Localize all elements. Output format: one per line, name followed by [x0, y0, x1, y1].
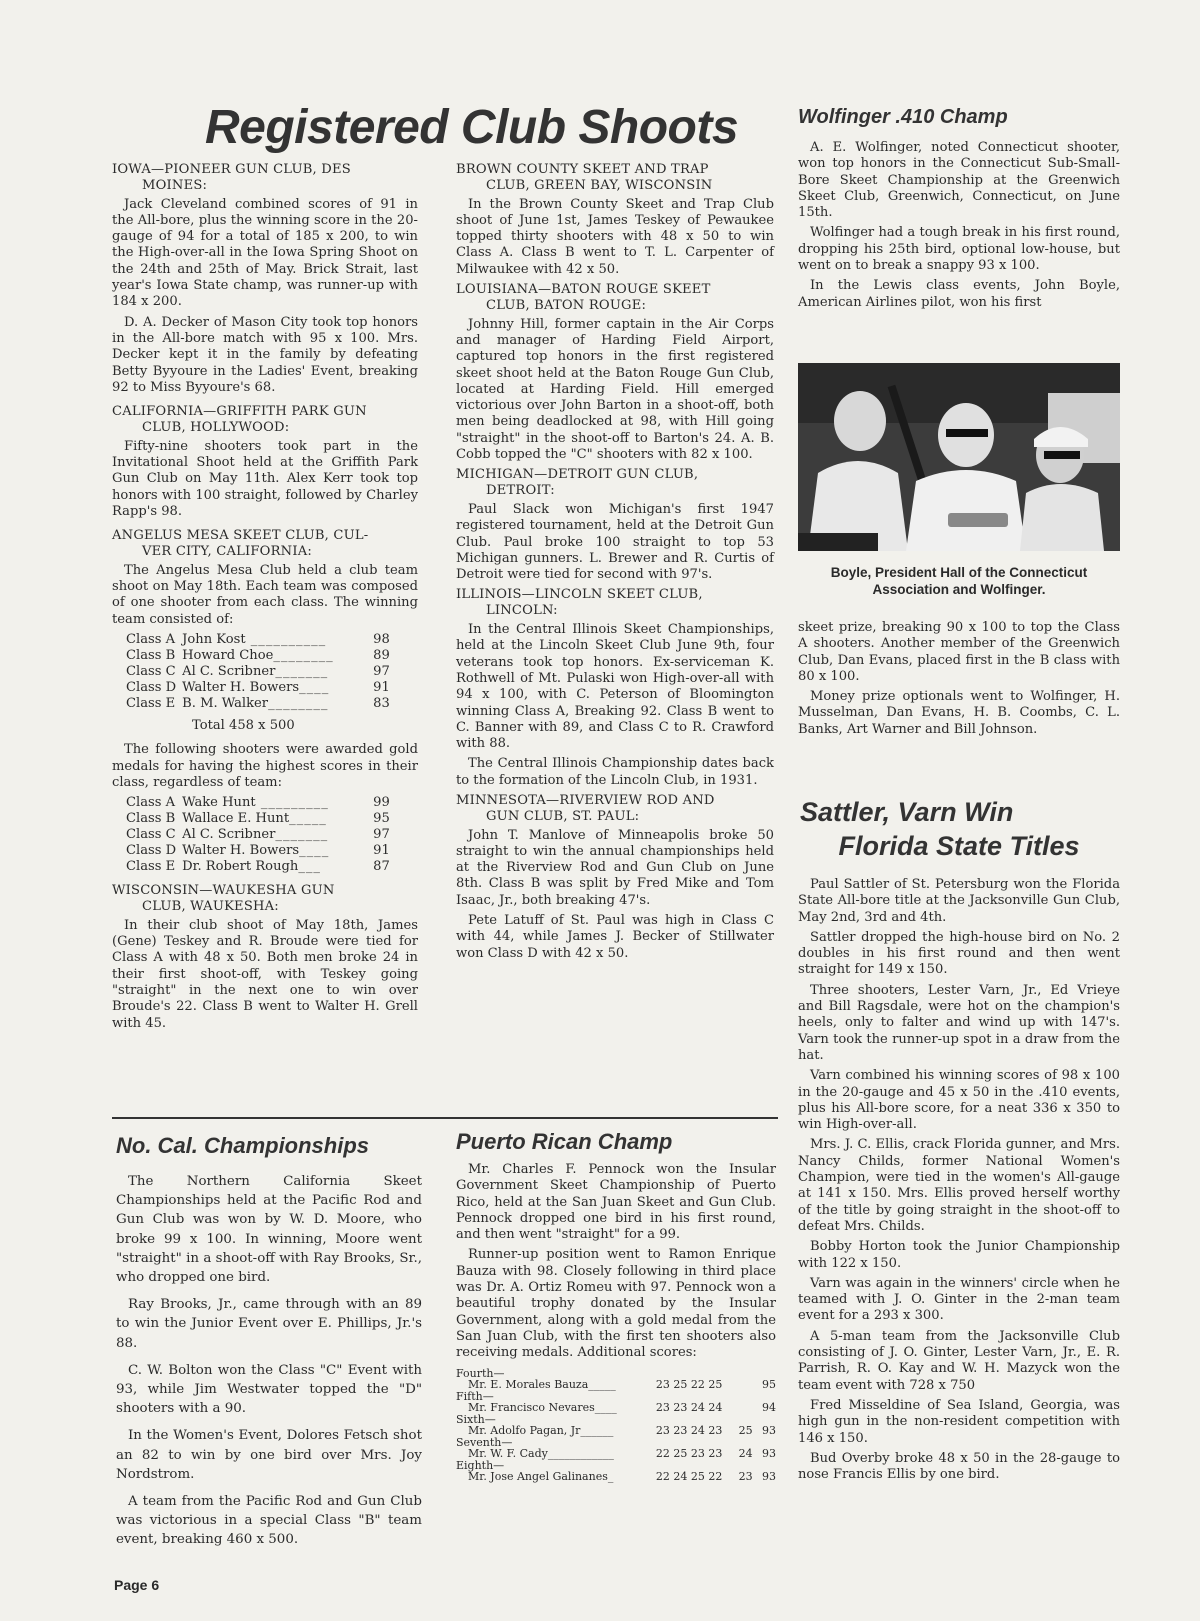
- minnesota-heading: [456, 793, 774, 825]
- sattler-paragraph-8: A 5-man team from the Jacksonville Club consisting of J. O. Ginter, Lester Varn, Jr., E. R. Parrish, R. O. Kay and W. H. Mazyck won the team event with 728 x 750: [798, 1328, 1120, 1393]
- score-total: 93: [762, 1470, 776, 1484]
- medal-row: [126, 843, 396, 859]
- medal-row: [126, 811, 396, 827]
- class-label: Class D: [126, 680, 177, 696]
- shooter-name: [182, 680, 373, 696]
- shooter-name-text: B. M. Walker: [182, 696, 269, 712]
- wolfinger-section: [798, 104, 1120, 315]
- score-place: Fifth—: [456, 1389, 494, 1403]
- sattler-paragraph-5: Mrs. J. C. Ellis, crack Florida gunner, and Mrs. Nancy Childs, former National Women's Champion, were tied in the women's All-gauge at 141 x 150. Mrs. Ellis proved herself worthy of the title by going straight in the shoot-off to defeat Mrs. Childs.: [798, 1137, 1120, 1234]
- wolfinger-continued: [798, 620, 1120, 742]
- leader-dots: __________: [245, 632, 327, 648]
- leader-dots: ____: [299, 843, 330, 859]
- leader-dots: _________: [255, 795, 329, 811]
- california-heading-line2: CLUB, HOLLYWOOD:: [142, 419, 290, 435]
- shooter-score: 91: [373, 843, 390, 859]
- iowa-paragraph-1: Jack Cleveland combined scores of 91 in the All-bore, plus the winning score in the 20-gauge of 94 for a total of 185 x 200, to win the High-over-all in the Iowa Spring Shoot on the 24th and 25th of May. Brick Strait, last year's Iowa State champ, was runner-up with 184 x 200.: [112, 196, 418, 310]
- wisconsin-paragraph-1: In their club shoot of May 18th, James (Gene) Teskey and R. Broude were tied for Class A with 48 x 50. Both men broke 24 in their first shoot-off, with Teskey going "straight" in the next one to win over Broude's 22. Class B went to Walter H. Grell with 45.: [112, 917, 418, 1031]
- score-extra: 24: [738, 1447, 753, 1461]
- leader-dots: ___: [298, 859, 321, 875]
- angelus-heading: [112, 528, 418, 560]
- class-label: Class E: [126, 696, 176, 712]
- class-label: Class C: [126, 664, 176, 680]
- medal-row: [126, 859, 396, 875]
- shooter-name: [182, 632, 373, 648]
- score-name: Mr. Francisco Nevares____: [468, 1401, 617, 1415]
- class-label: Class C: [126, 827, 176, 843]
- shooter-name-text: Al C. Scribner: [182, 664, 276, 680]
- score-extra: 23: [738, 1470, 753, 1484]
- shooter-name: [182, 843, 373, 859]
- class-label: Class B: [126, 648, 176, 664]
- angelus-heading-line1: ANGELUS MESA SKEET CLUB, CUL-: [112, 528, 369, 544]
- louisiana-heading: [456, 282, 774, 314]
- sattler-title: [798, 795, 1120, 863]
- score-rounds: 23 25 22 25: [655, 1378, 723, 1392]
- nocal-paragraph-1: The Northern California Skeet Championships held at the Pacific Rod and Gun Club was won by W. D. Moore, who broke 99 x 100. In winning, Moore went "straight" in a shoot-off with Ray Brooks, Sr., who dropped one bird.: [116, 1174, 422, 1286]
- shooter-name: [182, 811, 373, 827]
- leader-dots: ________: [273, 648, 334, 664]
- leader-dots: ________: [268, 696, 329, 712]
- score-row: [456, 1448, 776, 1460]
- sattler-section: [798, 795, 1120, 1487]
- shooter-name-text: Wallace E. Hunt: [182, 811, 290, 827]
- column-2: [456, 158, 774, 966]
- class-label: Class D: [126, 843, 177, 859]
- score-extra: [739, 1379, 759, 1391]
- class-label: Class A: [126, 632, 176, 648]
- score-extra: 25: [738, 1424, 753, 1438]
- shooter-score: 95: [373, 811, 390, 827]
- illinois-heading-line1: ILLINOIS—LINCOLN SKEET CLUB,: [456, 587, 703, 603]
- shooter-score: 98: [373, 632, 390, 648]
- score-name: Mr. W. F. Cady____________: [468, 1447, 614, 1461]
- sattler-paragraph-1: Paul Sattler of St. Petersburg won the Florida State All-bore title at the Jacksonville Gun Club, May 2nd, 3rd and 4th.: [798, 877, 1120, 925]
- angelus-paragraph-2: The following shooters were awarded gold medals for having the highest scores in their class, regardless of team:: [112, 742, 418, 790]
- shooter-score: 91: [373, 680, 390, 696]
- michigan-heading-line2: DETROIT:: [486, 483, 555, 499]
- shooter-name: [182, 859, 373, 875]
- puerto-rico-section: [456, 1128, 776, 1483]
- wisconsin-heading-line2: CLUB, WAUKESHA:: [142, 899, 279, 914]
- iowa-heading-line2: MOINES:: [142, 177, 208, 193]
- team-total: Total 458 x 500: [192, 718, 295, 734]
- shooter-name-text: Walter H. Bowers: [182, 680, 300, 696]
- brown-county-heading: [456, 162, 774, 194]
- shooter-name: [182, 795, 373, 811]
- nocal-paragraph-5: A team from the Pacific Rod and Gun Club was victorious in a special Class "B" team event, breaking 460 x 500.: [116, 1494, 422, 1548]
- score-row: [456, 1379, 776, 1391]
- score-place: Fourth—: [456, 1366, 505, 1380]
- nocal-title: No. Cal. Championships: [116, 1133, 370, 1158]
- page-number: Page 6: [114, 1577, 160, 1593]
- angelus-paragraph-1: The Angelus Mesa Club held a club team shoot on May 18th. Each team was composed of one shooter from each class. The winning team consisted of:: [112, 562, 418, 627]
- iowa-heading-line1: IOWA—PIONEER GUN CLUB, DES: [112, 162, 351, 177]
- sattler-paragraph-9: Fred Misseldine of Sea Island, Georgia, was high gun in the non-resident competition with 146 x 150.: [798, 1397, 1120, 1446]
- puerto-rico-paragraph-2: Runner-up position went to Ramon Enrique Bauza with 98. Closely following in third place was Dr. A. Ortiz Romeu with 97. Pennock won a beautiful trophy donated by the Insular Government, along with a gold medal from the San Juan Club, with the first ten shooters also receiving medals. Additional scores:: [456, 1247, 776, 1361]
- shooter-name-text: Howard Choe: [182, 648, 274, 664]
- minnesota-heading-line2: GUN CLUB, ST. PAUL:: [486, 808, 640, 824]
- sattler-paragraph-3: Three shooters, Lester Varn, Jr., Ed Vrieye and Bill Ragsdale, were hot on the champion's heels, only to falter and wind up with 147's. Varn took the runner-up spot in a draw from the hat.: [798, 982, 1120, 1063]
- score-place: Sixth—: [456, 1412, 496, 1426]
- brown-county-heading-line2: CLUB, GREEN BAY, WISCONSIN: [486, 177, 713, 193]
- column-1: [112, 158, 418, 1036]
- section-divider: [112, 1117, 778, 1119]
- illinois-heading-line2: LINCOLN:: [486, 603, 558, 619]
- minnesota-paragraph-2: Pete Latuff of St. Paul was high in Class C with 44, while James J. Becker of Stillwater won Class D with 42 x 50.: [456, 913, 774, 961]
- nocal-paragraph-3: C. W. Bolton won the Class "C" Event with 93, while Jim Westwater topped the "D" shooters with a 90.: [116, 1362, 422, 1417]
- class-label: Class A: [126, 795, 176, 811]
- score-place: Seventh—: [456, 1435, 513, 1449]
- minnesota-heading-line1: MINNESOTA—RIVERVIEW ROD AND: [456, 792, 715, 808]
- team-row: [126, 632, 396, 648]
- illinois-paragraph-2: The Central Illinois Championship dates back to the formation of the Lincoln Club, in 1931.: [456, 756, 774, 788]
- score-total: 93: [762, 1447, 776, 1461]
- page-title: Registered Club Shoots: [205, 101, 739, 154]
- michigan-heading: [456, 467, 774, 499]
- wisconsin-heading: [112, 883, 418, 915]
- angelus-heading-line2: VER CITY, CALIFORNIA:: [142, 544, 312, 560]
- medals-table: [126, 795, 396, 875]
- shooter-score: 99: [373, 795, 390, 811]
- leader-dots: _______: [275, 664, 329, 680]
- sattler-title-line2: Florida State Titles: [838, 831, 1080, 861]
- score-rounds: 22 25 23 23: [655, 1447, 723, 1461]
- sattler-paragraph-10: Bud Overby broke 48 x 50 in the 28-gauge to nose Francis Ellis by one bird.: [798, 1450, 1120, 1483]
- shooter-name: [182, 648, 373, 664]
- score-name: Mr. Adolfo Pagan, Jr______: [468, 1424, 614, 1438]
- team-table: [126, 632, 396, 712]
- sattler-paragraph-7: Varn was again in the winners' circle when he teamed with J. O. Ginter in the 2-man team event for a 293 x 300.: [798, 1275, 1120, 1324]
- score-name: Mr. E. Morales Bauza_____: [468, 1378, 616, 1392]
- leader-dots: _____: [289, 811, 327, 827]
- wolfinger-paragraph-4: skeet prize, breaking 90 x 100 to top the Class A shooters. Another member of the Greenwich Club, Dan Evans, placed first in the B class with 80 x 100.: [798, 620, 1120, 684]
- louisiana-heading-line1: LOUISIANA—BATON ROUGE SKEET: [456, 282, 711, 298]
- sattler-paragraph-6: Bobby Horton took the Junior Championship with 122 x 150.: [798, 1239, 1120, 1271]
- california-paragraph-1: Fifty-nine shooters took part in the Invitational Shoot held at the Griffith Park Gun Club on May 11th. Alex Kerr took top honors with 100 straight, followed by Charley Rapp's 98.: [112, 438, 418, 519]
- wisconsin-heading-line1: WISCONSIN—WAUKESHA GUN: [112, 883, 335, 899]
- brown-county-paragraph: In the Brown County Skeet and Trap Club shoot of June 1st, James Teskey of Pewaukee topped thirty shooters with 48 x 50 to win Class A. Class B went to T. L. Carpenter of Milwaukee with 42 x 50.: [456, 196, 774, 277]
- team-row: [126, 696, 396, 712]
- class-label: Class B: [126, 811, 176, 827]
- brown-county-heading-line1: BROWN COUNTY SKEET AND TRAP: [456, 162, 709, 177]
- wolfinger-paragraph-5: Money prize optionals went to Wolfinger, H. Musselman, Dan Evans, H. B. Coombs, C. L. Banks, Art Warner and Bill Johnson.: [798, 689, 1120, 737]
- team-row: [126, 664, 396, 680]
- sattler-paragraph-4: Varn combined his winning scores of 98 x 100 in the 20-gauge and 45 x 50 in the .410 events, plus his All-bore score, for a neat 336 x 350 to win High-over-all.: [798, 1068, 1120, 1133]
- louisiana-heading-line2: CLUB, BATON ROUGE:: [486, 297, 647, 313]
- shooter-name: [182, 664, 373, 680]
- wolfinger-title: Wolfinger .410 Champ: [798, 106, 1008, 128]
- sattler-title-line1: Sattler, Varn Win: [800, 797, 1014, 827]
- shooter-name-text: Al C. Scribner: [182, 827, 276, 843]
- score-row: [456, 1471, 776, 1483]
- california-heading: [112, 404, 418, 436]
- score-extra: [739, 1402, 759, 1414]
- photo-caption: Boyle, President Hall of the Connecticut Association and Wolfinger.: [830, 565, 1088, 597]
- score-rounds: 23 23 24 23: [655, 1424, 723, 1438]
- shooter-name-text: Wake Hunt: [182, 795, 256, 811]
- scores-table: [456, 1368, 776, 1483]
- medal-row: [126, 795, 396, 811]
- illinois-heading: [456, 587, 774, 619]
- shooter-name-text: Dr. Robert Rough: [182, 859, 299, 875]
- nocal-paragraph-2: Ray Brooks, Jr., came through with an 89 to win the Junior Event over E. Phillips, Jr.'s 88.: [116, 1297, 422, 1351]
- score-name: Mr. Jose Angel Galinanes_: [468, 1470, 614, 1484]
- score-rounds: 23 23 24 24: [655, 1401, 723, 1415]
- louisiana-paragraph: Johnny Hill, former captain in the Air Corps and manager of Harding Field Airport, captured top honors in the first registered skeet shoot held at the Baton Rouge Gun Club, located at Harding Field. Hill emerged victorious over John Barton in a shoot-off, both men being deadlocked at 98, with Hill going "straight" in the shoot-off to Barton's 24. A. B. Cobb topped the "C" shooters with 82 x 100.: [456, 316, 774, 463]
- shooter-score: 87: [373, 859, 390, 875]
- photo-image: [798, 363, 1120, 551]
- puerto-rico-title: Puerto Rican Champ: [456, 1129, 673, 1154]
- score-total: 95: [762, 1378, 776, 1392]
- iowa-heading: [112, 162, 418, 194]
- shooter-score: 83: [373, 696, 390, 712]
- nocal-paragraph-4: In the Women's Event, Dolores Fetsch shot an 82 to win by one bird over Mrs. Joy Nordstrom.: [116, 1428, 422, 1482]
- team-row: [126, 680, 396, 696]
- california-heading-line1: CALIFORNIA—GRIFFITH PARK GUN: [112, 404, 367, 420]
- shooter-score: 89: [373, 648, 390, 664]
- shooter-score: 97: [373, 664, 390, 680]
- illinois-paragraph-1: In the Central Illinois Skeet Championships, held at the Lincoln Skeet Club June 9th, four veterans took top honors. Ex-serviceman K. Rothwell of Mt. Pulaski won High-over-all with 94 x 100, with C. Peterson of Bloomington winning Class A, Breaking 92. Class B went to C. Banner with 89, and Class C to R. Crawford with 88.: [456, 622, 774, 752]
- shooter-name: [182, 696, 373, 712]
- leader-dots: _______: [275, 827, 329, 843]
- wolfinger-paragraph-3: In the Lewis class events, John Boyle, American Airlines pilot, won his first: [798, 278, 1120, 310]
- sattler-paragraph-2: Sattler dropped the high-house bird on No. 2 doubles in his first round and then went straight for 149 x 150.: [798, 929, 1120, 978]
- minnesota-paragraph-1: John T. Manlove of Minneapolis broke 50 straight to win the annual championships held at the Riverview Rod and Gun Club on June 8th. Class B was split by Fred Mike and Tom Isaac, Jr., both breaking 47's.: [456, 827, 774, 908]
- medal-row: [126, 827, 396, 843]
- score-total: 94: [762, 1401, 776, 1415]
- shooter-name: [182, 827, 373, 843]
- nocal-section: [116, 1132, 422, 1558]
- team-row: [126, 648, 396, 664]
- iowa-paragraph-2: D. A. Decker of Mason City took top honors in the All-bore match with 95 x 100. Mrs. Decker kept it in the family by defeating Betty Byyoure in the Ladies' Event, breaking 92 to Miss Byyoure's 68.: [112, 314, 418, 395]
- score-rounds: 22 24 25 22: [655, 1470, 723, 1484]
- shooter-name-text: Walter H. Bowers: [182, 843, 300, 859]
- class-label: Class E: [126, 859, 176, 875]
- shooter-score: 97: [373, 827, 390, 843]
- score-row: [456, 1402, 776, 1414]
- shooters-photo: [798, 363, 1120, 551]
- score-row: [456, 1425, 776, 1437]
- wolfinger-paragraph-1: A. E. Wolfinger, noted Connecticut shooter, won top honors in the Connecticut Sub-Small-Bore Skeet Championship at the Greenwich Skeet Club, Greenwich, Connecticut, on June 15th.: [798, 140, 1120, 221]
- leader-dots: ____: [299, 680, 330, 696]
- score-place: Eighth—: [456, 1458, 505, 1472]
- score-total: 93: [762, 1424, 776, 1438]
- michigan-heading-line1: MICHIGAN—DETROIT GUN CLUB,: [456, 467, 699, 483]
- michigan-paragraph: Paul Slack won Michigan's first 1947 registered tournament, held at the Detroit Gun Club. Paul broke 100 straight to top 53 Michigan gunners. L. Brewer and R. Curtis of Detroit were tied for second with 97's.: [456, 501, 774, 583]
- shooter-name-text: John Kost: [182, 632, 246, 648]
- wolfinger-paragraph-2: Wolfinger had a tough break in his first round, dropping his 25th bird, optional low-house, but went on to break a snappy 93 x 100.: [798, 225, 1120, 274]
- puerto-rico-paragraph-1: Mr. Charles F. Pennock won the Insular Government Skeet Championship of Puerto Rico, held at the San Juan Skeet and Gun Club. Pennock dropped one bird in his first round, and then went "straight" for a 99.: [456, 1162, 776, 1243]
